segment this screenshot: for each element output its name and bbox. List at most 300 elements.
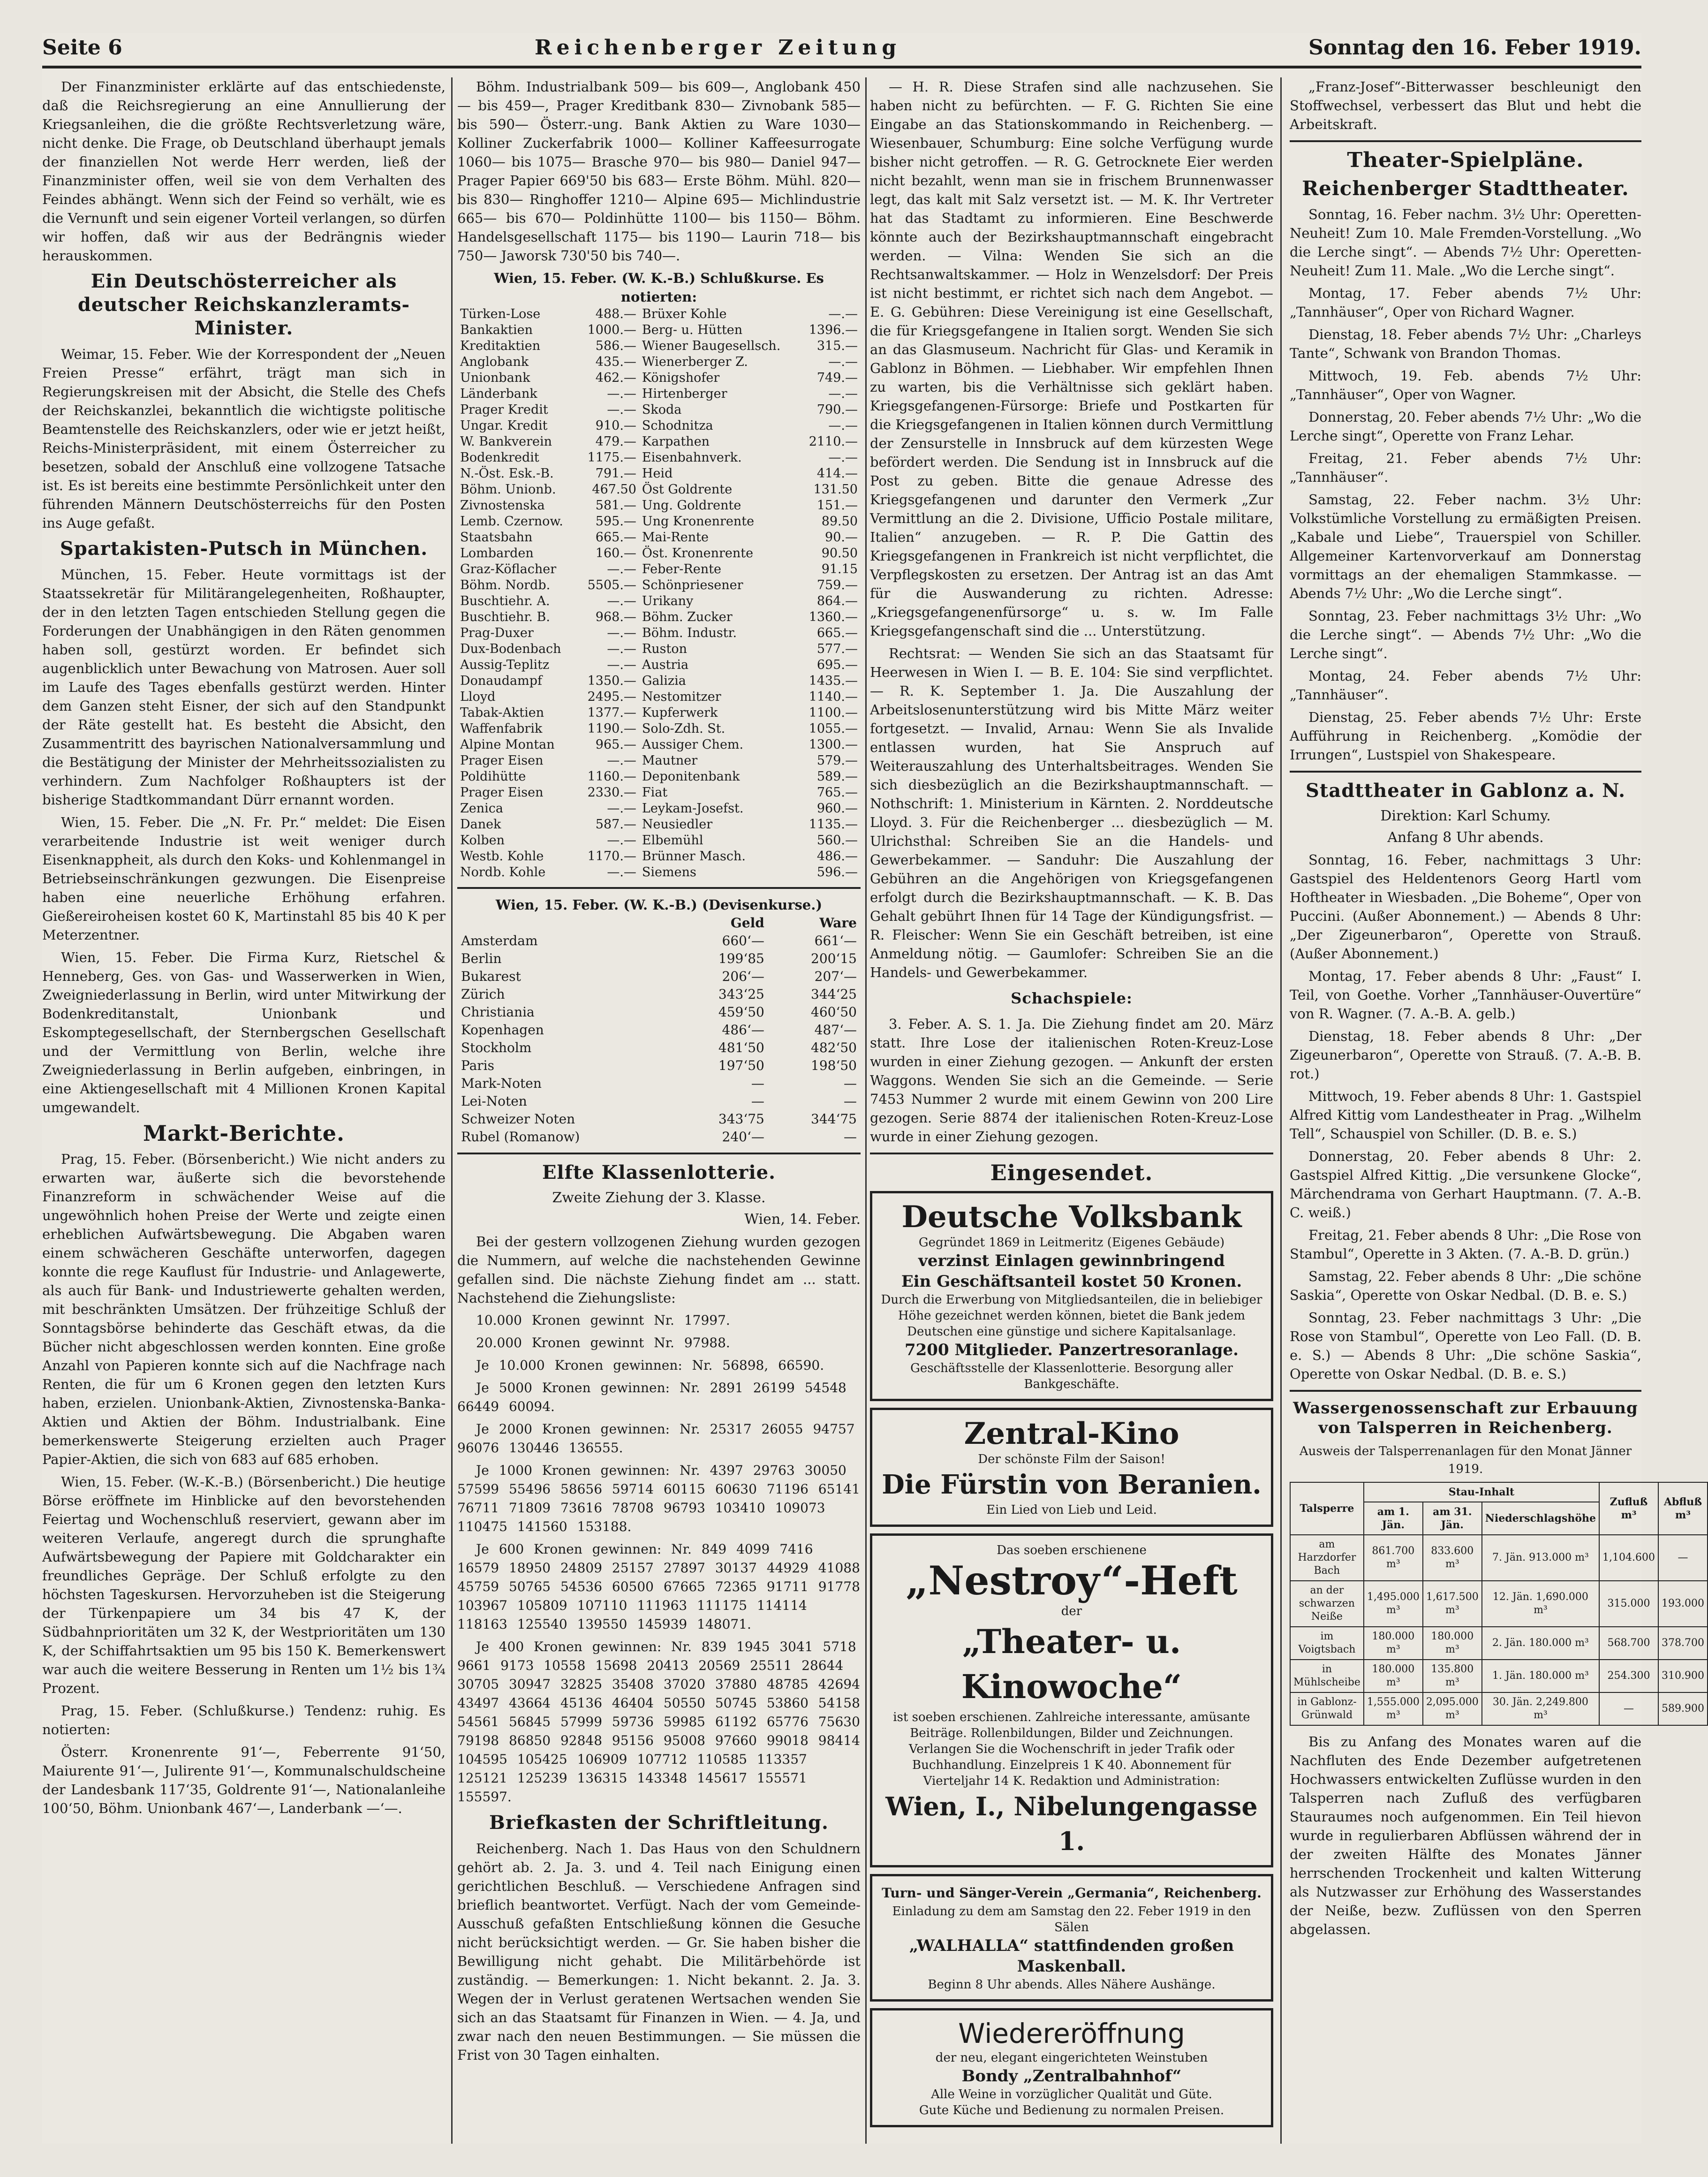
table-cell: 160.— [595, 546, 636, 561]
table-cell: 1377.— [587, 705, 636, 720]
table-cell: —.— [607, 642, 636, 656]
table-cell: Schweizer Noten [461, 1111, 575, 1127]
table-cell: Bukarest [461, 969, 521, 984]
lottery-list: Je 400 Kronen gewinnen: Nr. 839 1945 3041 5718 9661 9173 10558 15698 20413 20569 25511 28644 30705 30947 32825 35408 37020 37880 48785 42694 43497 43664 45136 46404 50550 50745 53860 54158 54561 56845 57999 59736 59985 61192 65776 75630 79198 86850 92848 95156 95008 97660 99018 98414 104595 105425 106909 107712 110585 113357 125121 125239 136315 143348 145617 155571 155597. [457, 1639, 860, 1805]
table-cell: 180.000 m³ [1423, 1627, 1482, 1660]
ad-text: Der schönste Film der Saison! [978, 1452, 1165, 1466]
table-header: Zufluß m³ [1599, 1482, 1658, 1535]
table-cell: 481‘50 [718, 1040, 764, 1055]
table-cell: 1350.— [587, 674, 636, 688]
program-entry: Montag, 17. Feber abends 8 Uhr: „Faust“ I. Teil, von Goethe. Vorher „Tannhäuser-Ouvertüre“ von R. Wagner. (7. A.-B. A. gelb.) [1290, 968, 1641, 1022]
table-cell: 200‘15 [811, 951, 857, 966]
article-text: Österr. Kronenrente 91‘—, Feberrente 91‘50, Maiurente 91‘—, Julirente 91‘—, Kommunalschuldscheine der Landesbank 117‘35, Goldrente 91‘—, Nationalanleihe 100‘50, Böhm. Unionbank 467‘—, Landerbank —‘—. [42, 1744, 446, 1816]
section-rule [870, 1153, 1273, 1154]
table-cell: 90.50 [821, 546, 858, 561]
advertisement-wiedereroeffnung [870, 2008, 1273, 2127]
table-cell: 487‘— [814, 1022, 857, 1038]
table-cell: Böhm. Nordb. [460, 578, 551, 592]
program-entry: Sonntag, 23. Feber nachmittags 3½ Uhr: „Wo die Lerche singt“. — Abends 7½ Uhr: „Wo die Lerche singt“. [1290, 608, 1641, 661]
table-cell: N.-Öst. Esk.-B. [460, 466, 554, 481]
table-row [457, 785, 861, 801]
table-cell: 1396.— [809, 323, 858, 337]
subheadline: Ausweis der Talsperrenanlagen für den Monat Jänner 1919. [1299, 1444, 1632, 1476]
column-4 [1290, 77, 1704, 2144]
table-cell: 254.300 [1599, 1660, 1658, 1692]
table-cell: Alpine Montan [460, 737, 555, 752]
table-cell: 861.700 m³ [1364, 1535, 1423, 1581]
table-cell: Waffenfabrik [460, 721, 543, 736]
table-cell: 1135.— [809, 817, 858, 832]
article-text: Wien, 15. Feber. Die Firma Kurz, Rietschel & Henneberg, Ges. von Gas- und Wasserwerken in Wien, Zweigniederlassung in Berlin, wird unter Mitwirkung der Bodenkreditanstalt, Unionbank und Eskomptegesellschaft, der Sternbergschen Gesellschaft und der Vermittlung von Berlin, welche ihre Zweigniederlassung in Berlin aufgeben, einbringen, in eine Aktiengesellschaft mit 4 Millionen Kronen Kapital umgewandelt. [42, 949, 446, 1115]
headline: Theater-Spielpläne. [1347, 148, 1584, 172]
table-row [457, 1003, 861, 1021]
table-cell: Leykam-Josefst. [642, 801, 744, 816]
headline: Ein Deutschösterreicher als deutscher Reichskanzleramts-Minister. [77, 270, 410, 339]
table-cell: 965.— [595, 737, 636, 752]
table-cell: 596.— [816, 865, 858, 880]
table-cell: 910.— [595, 418, 636, 433]
table-cell: 135.800 m³ [1423, 1660, 1482, 1692]
table-cell: Ung Kronenrente [642, 514, 755, 529]
table-row [457, 609, 861, 625]
table-cell: — [1599, 1692, 1658, 1725]
column-divider [1280, 77, 1282, 2144]
lottery-list: Je 2000 Kronen gewinnen: Nr. 25317 26055 94757 96076 130446 136555. [457, 1421, 855, 1456]
table-row [457, 1057, 861, 1075]
program-entry: Sonntag, 16. Feber, nachmittags 3 Uhr: Gastspiel des Heldentenors Georg Hartl vom Hoftheater in Wiesbaden. „Die Boheme“, Oper von Puccini. (Außer Abonnement.) — Abends 8 Uhr: „Der Zigeunerbaron“, Operette von Strauß. (Außer Abonnement.) [1290, 852, 1641, 962]
table-cell: Lloyd [460, 690, 496, 704]
section-rule [457, 1153, 861, 1154]
table-cell: Zürich [461, 986, 505, 1002]
table-cell: Buschtiehr. A. [460, 594, 550, 608]
table-cell: Böhm. Unionb. [460, 482, 556, 497]
table-cell: 7. Jän. 913.000 m³ [1482, 1535, 1599, 1581]
program-entry: Freitag, 21. Feber abends 7½ Uhr: „Tannhäuser“. [1290, 450, 1641, 485]
table-row [457, 705, 861, 721]
table-cell: 414.— [816, 466, 858, 481]
section-rule [457, 887, 861, 889]
table-cell: —.— [607, 833, 636, 848]
table-cell: —.— [828, 450, 858, 465]
column-divider [451, 77, 453, 2144]
column-1 [42, 77, 446, 2144]
table-cell: Galizia [642, 674, 686, 688]
ad-text: Gute Küche und Bedienung zu normalen Preisen. [919, 2103, 1224, 2117]
ad-text: Geschäftsstelle der Klassenlotterie. Besorgung aller Bankgeschäfte. [910, 1361, 1233, 1391]
table-row [457, 561, 861, 577]
table-row [457, 498, 861, 514]
table-cell: Prag-Duxer [460, 626, 534, 640]
table-cell: 2,095.000 m³ [1423, 1692, 1482, 1725]
table-row [457, 482, 861, 498]
ad-text: Bondy „Zentralbahnhof“ [961, 2067, 1182, 2086]
table-cell: 197‘50 [718, 1058, 764, 1073]
table-cell: 2495.— [587, 690, 636, 704]
table-row [457, 530, 861, 546]
article-text: Bis zu Anfang des Monates waren auf die Nachfluten des Ende Dezember aufgetretenen Hochwassers entwickelten Zuflüsse wurden in den Talsperren nach Zufluß des verfügbaren Stauraumes noch aufgenommen. Ein Teil hievon wurde in regulierbaren Abflüssen während der in der zweiten Hälfte des Monates Jänner herrschenden Trockenheit und kalten Witterung als Nutzwasser zur Erhöhung des Wasserstandes der Neiße, bezw. Zuflüssen von den Sperren abgelassen. [1290, 1734, 1641, 1937]
table-row [457, 418, 861, 434]
headline: Reichenberger Stadttheater. [1302, 177, 1629, 200]
table-cell: —.— [607, 562, 636, 576]
table-cell: Neusiedler [642, 817, 713, 832]
table-cell: 1100.— [809, 705, 858, 720]
table-row [457, 950, 861, 968]
table-cell: 695.— [816, 658, 858, 672]
table-cell: 315.000 [1599, 1581, 1658, 1627]
table-cell: Kolben [460, 833, 505, 848]
table-cell: Siemens [642, 865, 696, 880]
section-rule [1290, 771, 1641, 773]
table-cell: 1,495.000 m³ [1364, 1581, 1423, 1627]
table-cell: 1170.— [587, 849, 636, 864]
table-cell: Nestomitzer [642, 690, 721, 704]
table-cell: Staatsbahn [460, 530, 533, 545]
table-cell: —.— [607, 402, 636, 417]
table-row [457, 737, 861, 753]
table-cell: 2110.— [809, 434, 858, 449]
table-cell: —.— [828, 387, 858, 401]
table-cell: Aussiger Chem. [642, 737, 744, 752]
table-row [457, 370, 861, 386]
table-cell: —.— [607, 594, 636, 608]
table-cell: 595.— [595, 514, 636, 529]
table-cell: Donaudampf [460, 674, 543, 688]
table-cell: 5505.— [587, 578, 636, 592]
table-cell: Rubel (Romanow) [461, 1129, 580, 1145]
table-cell: Bodenkredit [460, 450, 539, 465]
table-cell: 1160.— [587, 769, 636, 784]
table-cell: Graz-Köflacher [460, 562, 557, 576]
table-header: am 31. Jän. [1423, 1502, 1482, 1535]
table-cell: in Mühlscheibe [1290, 1660, 1364, 1692]
table-header: Talsperre [1290, 1482, 1364, 1535]
table-cell: 460‘50 [811, 1004, 857, 1020]
article-text: Prag, 15. Feber. (Schlußkurse.) Tendenz: ruhig. Es notierten: [42, 1703, 446, 1737]
table-cell: 435.— [595, 355, 636, 369]
table-cell: 2. Jän. 180.000 m³ [1482, 1627, 1599, 1660]
advertisement-volksbank [870, 1191, 1273, 1401]
table-row [457, 514, 861, 530]
table-header: Abfluß m³ [1658, 1482, 1708, 1535]
ad-text: 7200 Mitglieder. Panzertresoranlage. [904, 1341, 1239, 1359]
table-row [1290, 1535, 1708, 1581]
table-row [457, 434, 861, 450]
article-text: Bei der gestern vollzogenen Ziehung wurden gezogen die Nummern, auf welche die nachstehenden Gewinne gefallen sind. Die nächste Ziehung findet am ... statt. Nachstehend die Ziehungsliste: [457, 1234, 861, 1306]
table-cell: Ung. Goldrente [642, 498, 741, 513]
table-cell: 1435.— [809, 674, 858, 688]
table-cell: 151.— [816, 498, 858, 513]
table-cell: 180.000 m³ [1364, 1660, 1423, 1692]
program-entry: Dienstag, 18. Feber abends 8 Uhr: „Der Zigeunerbaron“, Operette von Strauß. (7. A.-B. B. rot.) [1290, 1028, 1641, 1082]
table-cell: 486.— [816, 849, 858, 864]
table-cell: im Voigtsbach [1290, 1627, 1364, 1660]
headline: Markt-Berichte. [143, 1121, 345, 1146]
table-row [457, 1092, 861, 1110]
subheadline: Anfang 8 Uhr abends. [1387, 829, 1544, 846]
table-cell: Amsterdam [461, 933, 538, 948]
table-row [457, 721, 861, 737]
table-row [457, 625, 861, 641]
table-cell: 589.900 [1658, 1692, 1708, 1725]
article-text: Weimar, 15. Feber. Wie der Korrespondent der „Neuen Freien Presse“ erfährt, trägt man sich in Regierungskreisen mit der Absicht, die Stelle des Chefs der Reichskanzlei, bekanntlich die wichtigste politische Beamtenstelle des Reichskanzlers, oder wie er jetzt heißt, Reichs-Ministerpräsident, mit einem Österreicher zu besetzen, sobald der Anschluß eine vollzogene Tatsache ist. Es ist bereits eine bestimmte Persönlichkeit unter den führenden Männern Deutschösterreichs für den Posten ins Auge gefaßt. [42, 346, 446, 531]
table-cell: 193.000 [1658, 1581, 1708, 1627]
table-cell: Öst Goldrente [642, 482, 733, 497]
table-cell: 486‘— [722, 1022, 764, 1038]
ad-text: ist soeben erschienen. Zahlreiche interessante, amüsante Beiträge. Rollenbildungen, Bilder und Zeichnungen. Verlangen Sie die Wochenschrift in jeder Trafik oder Buchhandlung. Einzelpreis 1 K 40. Abonnement für Vierteljahr 14 K. Redaktion und Administration: [893, 1710, 1250, 1788]
lottery-list: Je 600 Kronen gewinnen: Nr. 849 4099 7416 16579 18950 24809 25157 27897 30137 44929 41088 45759 50765 54536 60500 67665 72365 91711 91778 103967 105809 107110 111963 111175 114114 118163 125540 139550 145939 148071. [457, 1541, 860, 1632]
table-cell: Kreditaktien [460, 339, 541, 353]
table-cell: Aussig-Teplitz [460, 658, 550, 672]
table-row [457, 354, 861, 370]
currency-table-heading: Wien, 15. Feber. (W. K.-B.) (Devisenkurse.) [495, 897, 823, 913]
table-cell: 315.— [816, 339, 858, 353]
ad-title: „Theater- u. Kinowoche“ [961, 1622, 1182, 1706]
subheadline: Zweite Ziehung der 3. Klasse. [552, 1190, 766, 1206]
table-header: Stau-Inhalt [1364, 1482, 1599, 1502]
table-cell: Ruston [642, 642, 687, 656]
table-row [457, 817, 861, 833]
table-row [1290, 1692, 1708, 1725]
table-cell: Berlin [461, 951, 502, 966]
table-cell: 89.50 [821, 514, 858, 529]
lottery-list: Je 1000 Kronen gewinnen: Nr. 4397 29763 30050 57599 55496 58656 59714 60115 60630 71196 65141 76711 71809 73616 78708 96793 103410 109073 110475 141560 153188. [457, 1463, 860, 1534]
table-row [1290, 1627, 1708, 1660]
table-cell: 1360.— [809, 610, 858, 624]
table-cell: 960.— [816, 801, 858, 816]
ad-title: Deutsche Volksbank [901, 1199, 1242, 1235]
table-cell: 344‘25 [811, 986, 857, 1002]
advertisement-nestroy [870, 1533, 1273, 1867]
table-cell: 180.000 m³ [1364, 1627, 1423, 1660]
table-row [457, 641, 861, 657]
article-text: Wien, 15. Feber. (W.-K.-B.) (Börsenbericht.) Die heutige Börse eröffnete im Hinblicke auf den bevorstehenden Feiertag und Wochenschluß reserviert, gewann aber im weiteren Verlaufe, angeregt durch die sprunghafte Aufwärtsbewegung der Papiere mit Goldcharakter ein freundliches Gepräge. Der Schluß erfolgte zu den höchsten Tageskursen. Hervorzuheben ist die Steigerung der Türkenpapiere um 34 bis 47 K, der Südbahnprioritäten um 32 K, der Westprioritäten um 130 K, der Schiffahrtsaktien um 95 bis 150 K. Bemerkenswert war auch die weitere Besserung in Renten um 1½ bis 1¾ Prozent. [42, 1474, 446, 1696]
table-cell: Dux-Bodenbach [460, 642, 561, 656]
table-row [457, 1075, 861, 1092]
table-cell: — [844, 1093, 857, 1109]
table-cell: Heid [642, 466, 673, 481]
table-cell: 378.700 [1658, 1627, 1708, 1660]
table-row [457, 1039, 861, 1057]
article-text: Rechtsrat: — Wenden Sie sich an das Staatsamt für Heerwesen in Wien I. — B. E. 104: Sie sind verpflichtet. — R. K. September 1. Ja. Die Auszahlung der Arbeitslosenunterstützung wird bis Mitte März weiter fortgesetzt. — Invalid, Arnau: Wenn Sie als Invalide entlassen wurden, hat Sie Anspruch auf Weiterauszahlung des Unterhaltsbeitrages. Wenden Sie sich diesbezüglich an die Bezirkshauptmannschaft. — Nothschrift: 1. Ministerium in Kärnten. 2. Norddeutsche Lloyd. 3. Für die Reichenberger ... diesbezüglich — M. Ulrichsthal: Schreiben Sie an die Handels- und Gewerbekammer. — Sanduhr: Die Auszahlung der Gebühren an die Angehörigen von Kriegsgefangenen erfolgt durch die Bezirkshauptmannschaft. — K. B. Das Gehalt gebührt Ihnen für 14 Tage der Kündigungsfrist. — R. Fleischer: Wenn Sie ein Geschäft betreiben, ist eine Anmeldung nötig. — Gaumlofer: Schreiben Sie an die Handels- und Gewerbekammer. [870, 645, 1273, 980]
newspaper-title: Reichenberger Zeitung [535, 36, 901, 60]
table-cell: 198‘50 [811, 1058, 857, 1073]
ad-text: Turn- und Sänger-Verein „Germania“, Reichenberg. [882, 1885, 1262, 1901]
table-cell: 343‘75 [718, 1111, 764, 1127]
table-cell: Austria [642, 658, 689, 672]
table-cell: 1. Jän. 180.000 m³ [1482, 1660, 1599, 1692]
table-cell: 479.— [595, 434, 636, 449]
table-cell: Wienerberger Z. [642, 355, 748, 369]
table-cell: Berg- u. Hütten [642, 323, 743, 337]
ad-text: der [1061, 1604, 1082, 1618]
table-cell: 579.— [816, 753, 858, 768]
table-cell: 462.— [595, 371, 636, 385]
table-cell: Prager Eisen [460, 753, 544, 768]
article-text: Reichenberg. Nach 1. Das Haus von den Schuldnern gehört ab. 2. Ja. 3. und 4. Teil nach Einigung einen gerichtlichen Beschluß. — Verschiedene Anfragen sind brieflich beantwortet. Verfügt. Nach der vom Gemeinde-Ausschuß gefaßten Entschließung können die Gesuche nicht berücksichtigt werden. — Gr. Sie haben bisher die Bewilligung nicht gehabt. Die Militärbehörde ist zuständig. — Bemerkungen: 1. Nicht bekannt. 2. Ja. 3. Wegen der in Verlust geratenen Wertsachen wenden Sie sich an das Staatsamt für Finanzen in Wien. — 4. Ja, und zwar nach den neuen Bestimmungen. — Sie müssen die Frist von 30 Tagen einhalten. [457, 1841, 861, 2063]
table-cell: Mark-Noten [461, 1076, 542, 1091]
table-cell: Böhm. Zucker [642, 610, 733, 624]
program-entry: Donnerstag, 20. Feber abends 7½ Uhr: „Wo die Lerche singt“, Operette von Franz Lehar. [1290, 409, 1641, 444]
table-cell: 1,617.500 m³ [1423, 1581, 1482, 1627]
ad-text: „WALHALLA“ stattfindenden großen Maskenball. [909, 1936, 1234, 1976]
table-cell: 791.— [595, 466, 636, 481]
table-cell: —.— [607, 658, 636, 672]
table-cell: an der schwarzen Neiße [1290, 1581, 1364, 1627]
headline: Eingesendet. [990, 1160, 1153, 1185]
table-cell: — [844, 1129, 857, 1145]
table-cell: —.— [828, 307, 858, 321]
table-cell: am Harzdorfer Bach [1290, 1535, 1364, 1581]
table-cell: Buschtiehr. B. [460, 610, 550, 624]
table-row [457, 386, 861, 402]
table-row [457, 450, 861, 466]
table-cell: 1000.— [587, 323, 636, 337]
subheadline: Direktion: Karl Schumy. [1380, 808, 1551, 824]
table-header: Niederschlagshöhe [1482, 1502, 1599, 1535]
table-cell: 90.— [825, 530, 858, 545]
table-cell: Paris [461, 1058, 494, 1073]
table-cell: 665.— [595, 530, 636, 545]
headline: Spartakisten-Putsch in München. [60, 538, 428, 560]
theater-program-gablonz [1290, 850, 1641, 1383]
headline: Stadttheater in Gablonz a. N. [1305, 780, 1626, 802]
table-cell: Urikany [642, 594, 694, 608]
table-cell: 240‘— [722, 1129, 764, 1145]
currency-col-header: Geld [730, 915, 764, 931]
table-cell: 577.— [816, 642, 858, 656]
table-cell: — [751, 1076, 764, 1091]
program-entry: Montag, 17. Feber abends 7½ Uhr: „Tannhäuser“, Oper von Richard Wagner. [1290, 285, 1641, 320]
table-cell: Hirtenberger [642, 387, 727, 401]
table-cell: 467.50 [592, 482, 636, 497]
table-cell: 1175.— [587, 450, 636, 465]
table-cell: — [751, 1093, 764, 1109]
table-cell: 589.— [816, 769, 858, 784]
table-cell: 749.— [816, 371, 858, 385]
table-cell: — [1658, 1535, 1708, 1581]
table-cell: Deponitenbank [642, 769, 740, 784]
ad-title: „Nestroy“-Heft [906, 1557, 1238, 1604]
ad-title: Zentral-Kino [964, 1416, 1179, 1451]
program-entry: Mittwoch, 19. Feb. abends 7½ Uhr: „Tannhäuser“, Oper von Wagner. [1290, 368, 1641, 402]
newspaper-page [42, 33, 1704, 2144]
table-cell: Königshofer [642, 371, 720, 385]
table-row [457, 402, 861, 418]
table-cell: Lei-Noten [461, 1093, 527, 1109]
table-row [457, 932, 861, 950]
article-text: München, 15. Feber. Heute vormittags ist der Staatssekretär für Militärangelegenheiten, Roßhaupter, der in den letzten Tagen entschieden Stellung gegen die Forderungen der Unabhängigen in den Räten genommen haben soll, gestürzt worden. Er befindet sich augenblicklich unter Bewachung von Matrosen. Auer soll im Laufe des Tages ebenfalls gestürzt werden. Hinter dem Ganzen steht Eisner, der sich auf den Standpunkt der Räte gestellt hat. Es besteht die Absicht, den Zusammentritt des bayrischen Nationalversammlung und die Bestätigung der Minister der Mehrheitssozialisten zu verhindern. Zum Nachfolger Roßhaupters ist der bisherige Stadtkommandant Dürr ernannt worden. [42, 567, 446, 808]
currency-table [457, 914, 861, 1146]
advertisement-maskenball [870, 1874, 1273, 2002]
program-entry: Dienstag, 25. Feber abends 7½ Uhr: Erste Aufführung in Reichenberg. „Komödie der Irrungen“, Lustspiel von Shakespeare. [1290, 709, 1641, 763]
lottery-list: Je 10.000 Kronen gewinnen: Nr. 56898, 66590. [476, 1358, 824, 1373]
lottery-list: 10.000 Kronen gewinnt Nr. 17997. [476, 1312, 730, 1328]
article-text: „Franz-Josef“-Bitterwasser beschleunigt den Stoffwechsel, verbessert das Blut und hebt die Arbeitskraft. [1290, 79, 1641, 132]
table-row [457, 1128, 861, 1146]
table-cell: Christiania [461, 1004, 535, 1020]
ad-text: Einladung zu dem am Samstag den 22. Feber 1919 in den Sälen [892, 1904, 1251, 1934]
program-entry: Freitag, 21. Feber abends 8 Uhr: „Die Rose von Stambul“, Operette in 3 Akten. (7. A.-B. D. grün.) [1290, 1227, 1641, 1262]
ad-address: Wien, I., Nibelungengasse 1. [885, 1791, 1258, 1856]
table-cell: 30. Jän. 2,249.800 m³ [1482, 1692, 1599, 1725]
section-rule [1290, 1390, 1641, 1392]
table-cell: Ungar. Kredit [460, 418, 548, 433]
program-entry: Mittwoch, 19. Feber abends 8 Uhr: 1. Gastspiel Alfred Kittig vom Landestheater in Prag. „Wilhelm Tell“, Schauspiel von Schiller. (D. B. e. S.) [1290, 1088, 1641, 1142]
table-cell: 568.700 [1599, 1627, 1658, 1660]
table-header: am 1. Jän. [1364, 1502, 1423, 1535]
table-cell: Lemb. Czernow. [460, 514, 563, 529]
table-cell: Schodnitza [642, 418, 713, 433]
table-cell: Türken-Lose [460, 307, 541, 321]
table-cell: Öst. Kronenrente [642, 546, 754, 561]
table-cell: —.— [828, 418, 858, 433]
table-cell: 310.900 [1658, 1660, 1708, 1692]
table-cell: Westb. Kohle [460, 849, 544, 864]
article-text: Der Finanzminister erklärte auf das entschiedenste, daß die Reichsregierung an eine Annullierung der Kriegsanleihen, die die größte Rechtsverletzung wäre, nicht denke. Die Frage, ob Deutschland überhaupt jemals der finanziellen Not werde Herr werden, ließ der Finanzminister offen, weil sie von dem Verhalten des Feindes abhängt. Wenn sich der Feind so verhält, wie es die Vernunft und sein eigener Vorteil verlangen, so dürfen wir hoffen, daß wir aus der Bedrängnis wieder herauskommen. [42, 79, 446, 264]
table-cell: Lombarden [460, 546, 534, 561]
table-row [457, 1110, 861, 1128]
table-cell: 343‘25 [718, 986, 764, 1002]
table-cell: Danek [460, 817, 501, 832]
table-cell: —.— [607, 801, 636, 816]
table-cell: 206‘— [722, 969, 764, 984]
ad-text: der neu, elegant eingerichteten Weinstuben [935, 2051, 1208, 2065]
table-row [1290, 1660, 1708, 1692]
table-cell: 661‘— [814, 933, 857, 948]
table-cell: 586.— [595, 339, 636, 353]
table-cell: Prager Kredit [460, 402, 548, 417]
table-row [457, 689, 861, 705]
table-row [457, 546, 861, 561]
table-cell: 1055.— [809, 721, 858, 736]
page-number: Seite 6 [42, 36, 122, 60]
column-3 [870, 77, 1273, 2144]
ad-text: Das soeben erschienene [997, 1543, 1147, 1557]
table-cell: Feber-Rente [642, 562, 721, 576]
program-entry: Donnerstag, 20. Feber abends 8 Uhr: 2. Gastspiel Alfred Kittig. „Die versunkene Glocke“, Märchendrama von Gerhart Hauptmann. (7. A.-B. C. weiß.) [1290, 1148, 1641, 1221]
program-entry: Sonntag, 23. Feber nachmittags 3 Uhr: „Die Rose von Stambul“, Operette von Leo Fall. (D. B. e. S.) — Abends 8 Uhr: „Die schöne Saskia“, Operette von Oskar Nedbal. (D. B. e. S.) [1290, 1310, 1641, 1382]
table-cell: 864.— [816, 594, 858, 608]
table-cell: Mai-Rente [642, 530, 709, 545]
table-cell: 131.50 [813, 482, 858, 497]
stock-table [457, 306, 861, 880]
table-cell: 91.15 [821, 562, 858, 576]
ad-title: Wiedereröffnung [958, 2018, 1185, 2049]
headline: Wassergenossenschaft zur Erbauung von Talsperren in Reichenberg. [1293, 1399, 1638, 1437]
ad-text: Alle Weine in vorzüglicher Qualität und Güte. [931, 2087, 1212, 2101]
ad-title: Die Fürstin von Beranien. [882, 1469, 1262, 1500]
table-cell: 587.— [595, 817, 636, 832]
ad-text: Ein Geschäftsanteil kostet 50 Kronen. [901, 1272, 1242, 1291]
table-row [457, 593, 861, 609]
table-cell: Brüxer Kohle [642, 307, 727, 321]
table-row [457, 657, 861, 673]
table-cell: 1,555.000 m³ [1364, 1692, 1423, 1725]
table-cell: Solo-Zdh. St. [642, 721, 726, 736]
headline: Schachspiele: [1011, 989, 1133, 1007]
table-cell: 790.— [816, 402, 858, 417]
program-entry: Dienstag, 18. Feber abends 7½ Uhr: „Charleys Tante“, Schwank von Brandon Thomas. [1290, 326, 1641, 361]
article-text: 3. Feber. A. S. 1. Ja. Die Ziehung findet am 20. März statt. Ihre Lose der italienischen Roten-Kreuz-Lose wurden in einer Ziehung gezogen. — Ankunft der ersten Waggons. Wenden Sie sich an die Gemeinde. — Serie 7453 Nummer 2 wurde mit einem Gewinn von 200 Lire gezogen. Serie 8874 der italienischen Roten-Kreuz-Lose wurde in einer Ziehung gezogen. [870, 1016, 1273, 1145]
table-row [457, 338, 861, 354]
table-cell: Prager Eisen [460, 785, 544, 800]
program-entry: Samstag, 22. Feber nachm. 3½ Uhr: Volkstümliche Vorstellung zu ermäßigten Preisen. „Kabale und Liebe“, Trauerspiel von Schiller. Allgemeiner Kartenvorverkauf am Donnerstag vormittags an der ehemaligen Stammkasse. — Abends 7½ Uhr: „Wo die Lerche singt“. [1290, 492, 1641, 601]
table-cell: 765.— [816, 785, 858, 800]
table-row [457, 466, 861, 482]
table-cell: Nordb. Kohle [460, 865, 546, 880]
table-row [457, 986, 861, 1003]
table-cell: W. Bankverein [460, 434, 552, 449]
